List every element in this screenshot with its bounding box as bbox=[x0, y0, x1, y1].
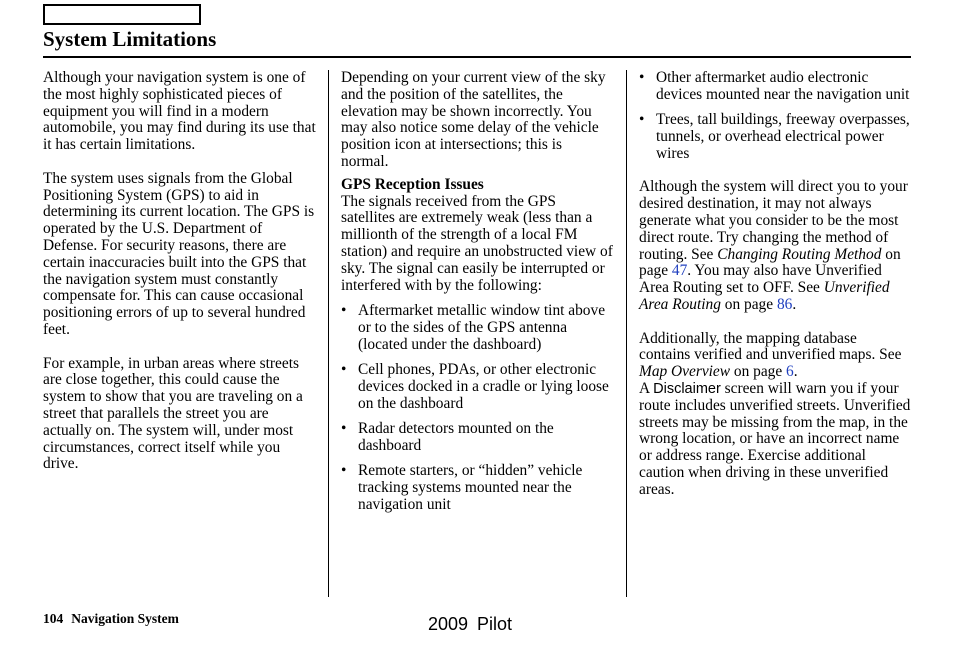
list-item: • Other aftermarket audio electronic devices mounted near the navigation unit bbox=[639, 69, 910, 103]
page-title: System Limitations bbox=[43, 27, 217, 51]
column-3 bbox=[639, 70, 911, 499]
gps-paragraph: The system uses signals from the Global Positioning System (GPS) to aid in determining its current location. The GPS is operated by the U.S. Department of Defense. For security reasons, there are certain inaccuracies built into the GPS that the navigation system must constantly compensate for. This can cause occasional positioning errors of up to several hundred feet. bbox=[43, 169, 315, 338]
header-tab-box bbox=[43, 4, 201, 25]
reception-paragraph: The signals received from the GPS satellites are extremely weak (less than a millionth of the strength of a local FM station) and require an unobstructed view of sky. The signal can easily be interrupted or interfered with by the following: bbox=[341, 192, 613, 294]
column-1 bbox=[43, 70, 317, 490]
interference-list bbox=[341, 303, 613, 514]
title-rule bbox=[43, 56, 911, 58]
page-number: 104 bbox=[43, 611, 64, 626]
column-2 bbox=[341, 70, 613, 522]
list-item: • Aftermarket metallic window tint above or to the sides of the GPS antenna (located under the dashboard) bbox=[341, 301, 606, 353]
unverified-area-routing-ref: Unverified Area Routing bbox=[639, 279, 890, 313]
bullet-icon: • bbox=[341, 360, 347, 378]
intro-paragraph: Although your navigation system is one of the most highly sophisticated pieces of equipment you will find in a modern automobile, you may find during its use that it has certain limitations. bbox=[43, 69, 316, 154]
interference-list-continued bbox=[639, 70, 911, 163]
urban-example-paragraph: For example, in urban areas where streets are close together, this could cause the system to show that you are traveling on a street that parallels the street you are actually on. The system will, under most circumstances, correct itself while you drive. bbox=[43, 354, 303, 473]
page-86-link[interactable]: 86 bbox=[776, 295, 793, 313]
column-divider-2 bbox=[626, 70, 627, 597]
disclaimer-paragraph: A Disclaimer screen will warn you if your route includes unverified streets. Unverified streets may be missing from the map, in the wrong location, or have an incorrect name or address range. Exercise additional caution when driving in these unverified areas. bbox=[639, 379, 911, 498]
bullet-icon: • bbox=[341, 462, 347, 480]
mapping-database-paragraph: Additionally, the mapping database contains verified and unverified maps. See Map Overview on page 6. bbox=[639, 329, 902, 381]
list-item: • Remote starters, or “hidden” vehicle tracking systems mounted near the navigation unit bbox=[341, 462, 583, 513]
list-item: • Trees, tall buildings, freeway overpasses, tunnels, or overhead electrical power wires bbox=[639, 111, 910, 162]
page-47-link[interactable]: 47 bbox=[671, 262, 688, 280]
bullet-icon: • bbox=[639, 111, 645, 129]
page-6-link[interactable]: 6 bbox=[786, 363, 794, 381]
bullet-icon: • bbox=[341, 301, 347, 319]
list-item: • Cell phones, PDAs, or other electronic devices docked in a cradle or lying loose on the dashboard bbox=[341, 360, 609, 412]
vehicle-model: 2009 Pilot bbox=[428, 614, 513, 634]
bullet-icon: • bbox=[639, 69, 645, 86]
column-divider-1 bbox=[328, 70, 329, 597]
routing-paragraph: Although the system will direct you to your desired destination, it may not always generate what you consider to be the most direct route. Try changing the method of routing. See Changing Routing Method on page 47. You may also have Unverified Area Routing set to OFF. See Unverified Area Routing on page 86. bbox=[639, 178, 908, 313]
changing-routing-method-ref: Changing Routing Method bbox=[717, 245, 882, 263]
footer-section-name: Navigation System bbox=[71, 611, 179, 626]
disclaimer-term: Disclaimer bbox=[653, 380, 721, 397]
list-item: • Radar detectors mounted on the dashboard bbox=[341, 419, 554, 454]
elevation-paragraph: Depending on your current view of the sky and the position of the satellites, the elevation may be shown incorrectly. You may also notice some delay of the vehicle position icon at intersections; this is normal. bbox=[341, 69, 606, 170]
section-subheading: GPS Reception Issues bbox=[341, 175, 484, 193]
page-footer bbox=[43, 611, 179, 627]
map-overview-ref: Map Overview bbox=[639, 363, 731, 381]
bullet-icon: • bbox=[341, 419, 347, 437]
